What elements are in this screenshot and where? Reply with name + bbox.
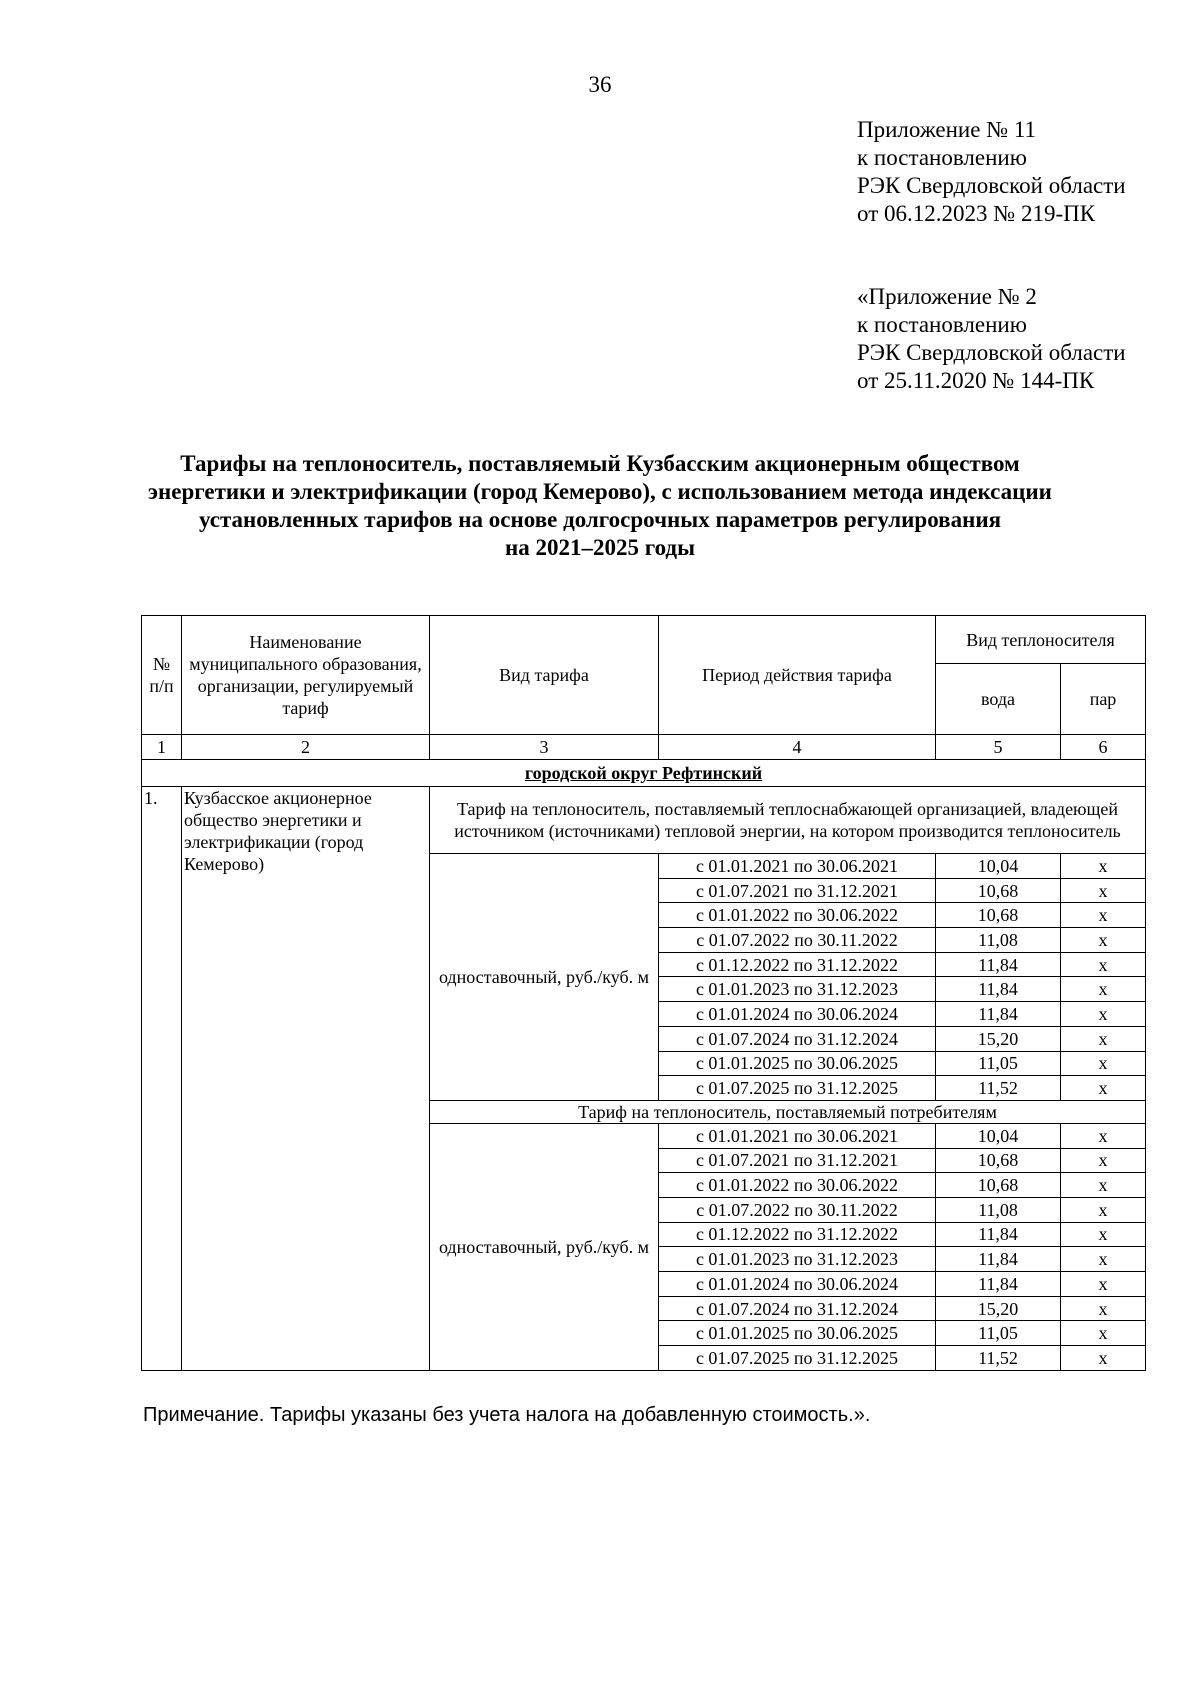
period-cell: с 01.01.2025 по 30.06.2025 xyxy=(659,1051,936,1076)
section-caption: Тариф на теплоноситель, поставляемый теплоснабжающей организацией, владеющей источником (источниками) тепловой энергии, на котором производится теплоноситель xyxy=(430,787,1146,854)
water-value-cell: 11,08 xyxy=(936,928,1061,953)
appendix-original-line1: «Приложение № 2 xyxy=(857,284,1037,309)
steam-value-cell: х xyxy=(1061,1222,1146,1247)
appendix-original-line4: от 25.11.2020 № 144-ПК xyxy=(857,368,1095,393)
water-value-cell: 11,84 xyxy=(936,977,1061,1002)
steam-value-cell: х xyxy=(1061,1321,1146,1346)
steam-value-cell: х xyxy=(1061,928,1146,953)
steam-value-cell: х xyxy=(1061,878,1146,903)
water-value-cell: 10,68 xyxy=(936,1148,1061,1173)
header-num: № п/п xyxy=(142,616,182,735)
appendix-original-line2: к постановлению xyxy=(857,312,1027,337)
title-line1: Тарифы на теплоноситель, поставляемый Кузбасским акционерным обществом xyxy=(180,451,1020,476)
water-value-cell: 11,05 xyxy=(936,1321,1061,1346)
period-cell: с 01.07.2022 по 30.11.2022 xyxy=(659,928,936,953)
steam-value-cell: х xyxy=(1061,1173,1146,1198)
period-cell: с 01.01.2023 по 31.12.2023 xyxy=(659,977,936,1002)
tariff-type: одноставочный, руб./куб. м xyxy=(430,854,659,1101)
tariff-type: одноставочный, руб./куб. м xyxy=(430,1123,659,1370)
steam-value-cell: х xyxy=(1061,1197,1146,1222)
steam-value-cell: х xyxy=(1061,977,1146,1002)
period-cell: с 01.01.2022 по 30.06.2022 xyxy=(659,903,936,928)
appendix-original-line3: РЭК Свердловской области xyxy=(857,340,1126,365)
period-cell: с 01.07.2025 по 31.12.2025 xyxy=(659,1346,936,1371)
column-number: 1 xyxy=(142,735,182,760)
period-cell: с 01.12.2022 по 31.12.2022 xyxy=(659,1222,936,1247)
water-value-cell: 11,84 xyxy=(936,1247,1061,1272)
steam-value-cell: х xyxy=(1061,1296,1146,1321)
header-tariff-type: Вид тарифа xyxy=(430,616,659,735)
water-value-cell: 10,68 xyxy=(936,878,1061,903)
appendix-current-line3: РЭК Свердловской области xyxy=(857,173,1126,198)
water-value-cell: 10,68 xyxy=(936,1173,1061,1198)
period-cell: с 01.07.2022 по 30.11.2022 xyxy=(659,1197,936,1222)
water-value-cell: 10,68 xyxy=(936,903,1061,928)
period-cell: с 01.01.2023 по 31.12.2023 xyxy=(659,1247,936,1272)
column-number: 6 xyxy=(1061,735,1146,760)
water-value-cell: 11,84 xyxy=(936,952,1061,977)
water-value-cell: 10,04 xyxy=(936,854,1061,879)
water-value-cell: 11,52 xyxy=(936,1076,1061,1101)
title-line3: установленных тарифов на основе долгосрочных параметров регулирования xyxy=(198,507,1002,532)
water-value-cell: 15,20 xyxy=(936,1296,1061,1321)
steam-value-cell: х xyxy=(1061,1076,1146,1101)
appendix-current-block xyxy=(857,116,1126,228)
steam-value-cell: х xyxy=(1061,1272,1146,1297)
page-number: 36 xyxy=(588,72,612,97)
appendix-current-line2: к постановлению xyxy=(857,145,1027,170)
column-numbers-row xyxy=(142,735,1146,760)
steam-value-cell: х xyxy=(1061,1026,1146,1051)
water-value-cell: 15,20 xyxy=(936,1026,1061,1051)
period-cell: с 01.01.2024 по 30.06.2024 xyxy=(659,1272,936,1297)
column-number: 2 xyxy=(182,735,430,760)
steam-value-cell: х xyxy=(1061,1247,1146,1272)
header-water: вода xyxy=(936,664,1061,735)
period-cell: с 01.01.2025 по 30.06.2025 xyxy=(659,1321,936,1346)
appendix-current-line1: Приложение № 11 xyxy=(857,117,1037,142)
header-period: Период действия тарифа xyxy=(659,616,936,735)
water-value-cell: 11,08 xyxy=(936,1197,1061,1222)
column-number: 4 xyxy=(659,735,936,760)
steam-value-cell: х xyxy=(1061,952,1146,977)
region-row xyxy=(142,760,1146,787)
section-caption-row xyxy=(142,787,1146,854)
steam-value-cell: х xyxy=(1061,1346,1146,1371)
water-value-cell: 11,84 xyxy=(936,1002,1061,1027)
region-name: городской округ Рефтинский xyxy=(142,760,1146,787)
document-title xyxy=(100,450,1100,562)
appendix-current-line4: от 06.12.2023 № 219-ПК xyxy=(857,201,1096,226)
appendix-original-block xyxy=(857,283,1126,395)
period-cell: с 01.01.2021 по 30.06.2021 xyxy=(659,1123,936,1148)
steam-value-cell: х xyxy=(1061,1148,1146,1173)
period-cell: с 01.01.2024 по 30.06.2024 xyxy=(659,1002,936,1027)
water-value-cell: 11,52 xyxy=(936,1346,1061,1371)
water-value-cell: 10,04 xyxy=(936,1123,1061,1148)
steam-value-cell: х xyxy=(1061,1051,1146,1076)
period-cell: с 01.07.2024 по 31.12.2024 xyxy=(659,1026,936,1051)
water-value-cell: 11,84 xyxy=(936,1222,1061,1247)
water-value-cell: 11,84 xyxy=(936,1272,1061,1297)
period-cell: с 01.07.2025 по 31.12.2025 xyxy=(659,1076,936,1101)
period-cell: с 01.07.2021 по 31.12.2021 xyxy=(659,878,936,903)
steam-value-cell: х xyxy=(1061,1123,1146,1148)
column-number: 3 xyxy=(430,735,659,760)
steam-value-cell: х xyxy=(1061,1002,1146,1027)
steam-value-cell: х xyxy=(1061,903,1146,928)
organization-name: Кузбасское акционерное общество энергетики и электрификации (город Кемерово) xyxy=(182,787,430,1371)
period-cell: с 01.01.2021 по 30.06.2021 xyxy=(659,854,936,879)
period-cell: с 01.01.2022 по 30.06.2022 xyxy=(659,1173,936,1198)
steam-value-cell: х xyxy=(1061,854,1146,879)
section-caption: Тариф на теплоноситель, поставляемый потребителям xyxy=(430,1100,1146,1123)
tariff-table xyxy=(141,615,1146,1371)
title-line4: на 2021–2025 годы xyxy=(504,535,696,560)
period-cell: с 01.07.2024 по 31.12.2024 xyxy=(659,1296,936,1321)
period-cell: с 01.07.2021 по 31.12.2021 xyxy=(659,1148,936,1173)
column-number: 5 xyxy=(936,735,1061,760)
footnote: Примечание. Тарифы указаны без учета налога на добавленную стоимость.». xyxy=(143,1404,871,1426)
title-line2: энергетики и электрификации (город Кемерово), с использованием метода индексации xyxy=(148,479,1052,504)
water-value-cell: 11,05 xyxy=(936,1051,1061,1076)
header-carrier-group: Вид теплоносителя xyxy=(936,616,1146,664)
period-cell: с 01.12.2022 по 31.12.2022 xyxy=(659,952,936,977)
header-name: Наименование муниципального образования, организации, регулируемый тариф xyxy=(182,616,430,735)
header-steam: пар xyxy=(1061,664,1146,735)
item-index: 1. xyxy=(142,787,182,1371)
